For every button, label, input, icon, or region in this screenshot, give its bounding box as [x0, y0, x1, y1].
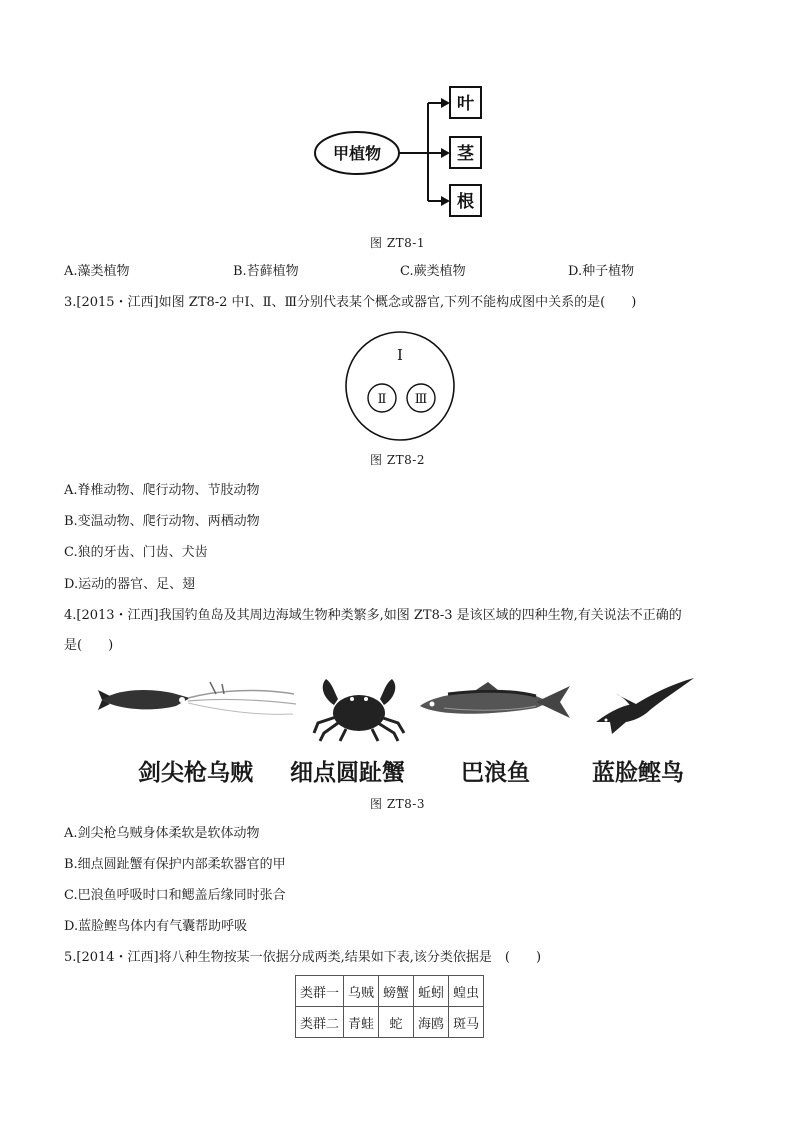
label-ii: Ⅱ	[377, 392, 387, 407]
q3-option-b: B.变温动物、爬行动物、两栖动物	[64, 514, 260, 529]
arrowhead-root	[441, 196, 450, 206]
q4-option-d: D.蓝脸鲣鸟体内有气囊帮助呼吸	[64, 919, 248, 934]
child-leaf-label: 叶	[457, 94, 474, 114]
root-node-label: 甲植物	[332, 144, 382, 163]
q4-option-a: A.剑尖枪乌贼身体柔软是软体动物	[64, 826, 260, 841]
q4-stem-line1: 4.[2013・江西]我国钓鱼岛及其周边海域生物种类繁多,如图 ZT8-3 是该区域的四种生物,有关说法不正确的	[64, 608, 682, 623]
q3-option-d: D.运动的器官、足、翅	[64, 577, 196, 592]
label-iii: Ⅲ	[414, 392, 428, 407]
table-cell: 斑马	[449, 1007, 484, 1038]
organism-label-squid: 剑尖枪乌贼	[138, 760, 253, 786]
arrowhead-stem	[441, 148, 450, 158]
q3-stem: 3.[2015・江西]如图 ZT8-2 中Ⅰ、Ⅱ、Ⅲ分别代表某个概念或器官,下列不能构成图中关系的是( )	[64, 295, 637, 310]
q3-option-a: A.脊椎动物、爬行动物、节肢动物	[64, 483, 260, 498]
arrowhead-leaf	[441, 98, 450, 108]
bird-illustration	[592, 674, 697, 736]
table-cell: 海鸥	[414, 1007, 449, 1038]
q2-option-c: C.蕨类植物	[400, 264, 466, 279]
q4-option-b: B.细点圆趾蟹有保护内部柔软器官的甲	[64, 857, 286, 872]
q2-option-d: D.种子植物	[568, 264, 635, 279]
q5-stem: 5.[2014・江西]将八种生物按某一依据分成两类,结果如下表,该分类依据是 ( )	[64, 950, 542, 965]
plant-structure-diagram	[300, 82, 500, 220]
child-root-label: 根	[457, 192, 474, 212]
squid-illustration	[98, 676, 298, 726]
fish-illustration	[418, 682, 573, 724]
figure-caption-zt8-2: 图 ZT8-2	[370, 453, 425, 467]
q3-option-c: C.狼的牙齿、门齿、犬齿	[64, 545, 208, 560]
classification-table	[295, 975, 484, 1038]
organism-label-bird: 蓝脸鲣鸟	[592, 760, 684, 786]
table-cell: 蚯蚓	[414, 976, 449, 1007]
figure-caption-zt8-1: 图 ZT8-1	[370, 236, 425, 250]
crab-illustration	[312, 675, 407, 743]
concept-circle-diagram	[340, 330, 460, 442]
table-cell: 螃蟹	[379, 976, 414, 1007]
organism-label-fish: 巴浪鱼	[461, 760, 530, 786]
table-cell: 类群二	[296, 1007, 344, 1038]
table-cell: 乌贼	[344, 976, 379, 1007]
table-cell: 蝗虫	[449, 976, 484, 1007]
table-cell: 类群一	[296, 976, 344, 1007]
organism-label-crab: 细点圆趾蟹	[290, 760, 405, 786]
figure-caption-zt8-3: 图 ZT8-3	[370, 797, 425, 811]
table-row	[296, 1007, 484, 1038]
q2-option-a: A.藻类植物	[64, 264, 130, 279]
child-stem-label: 茎	[457, 144, 474, 164]
q4-stem-line2: 是( )	[64, 638, 114, 653]
q2-option-b: B.苔藓植物	[233, 264, 299, 279]
label-i: Ⅰ	[397, 346, 403, 364]
table-row	[296, 976, 484, 1007]
table-cell: 青蛙	[344, 1007, 379, 1038]
q4-option-c: C.巴浪鱼呼吸时口和鳃盖后缘同时张合	[64, 888, 286, 903]
table-cell: 蛇	[379, 1007, 414, 1038]
